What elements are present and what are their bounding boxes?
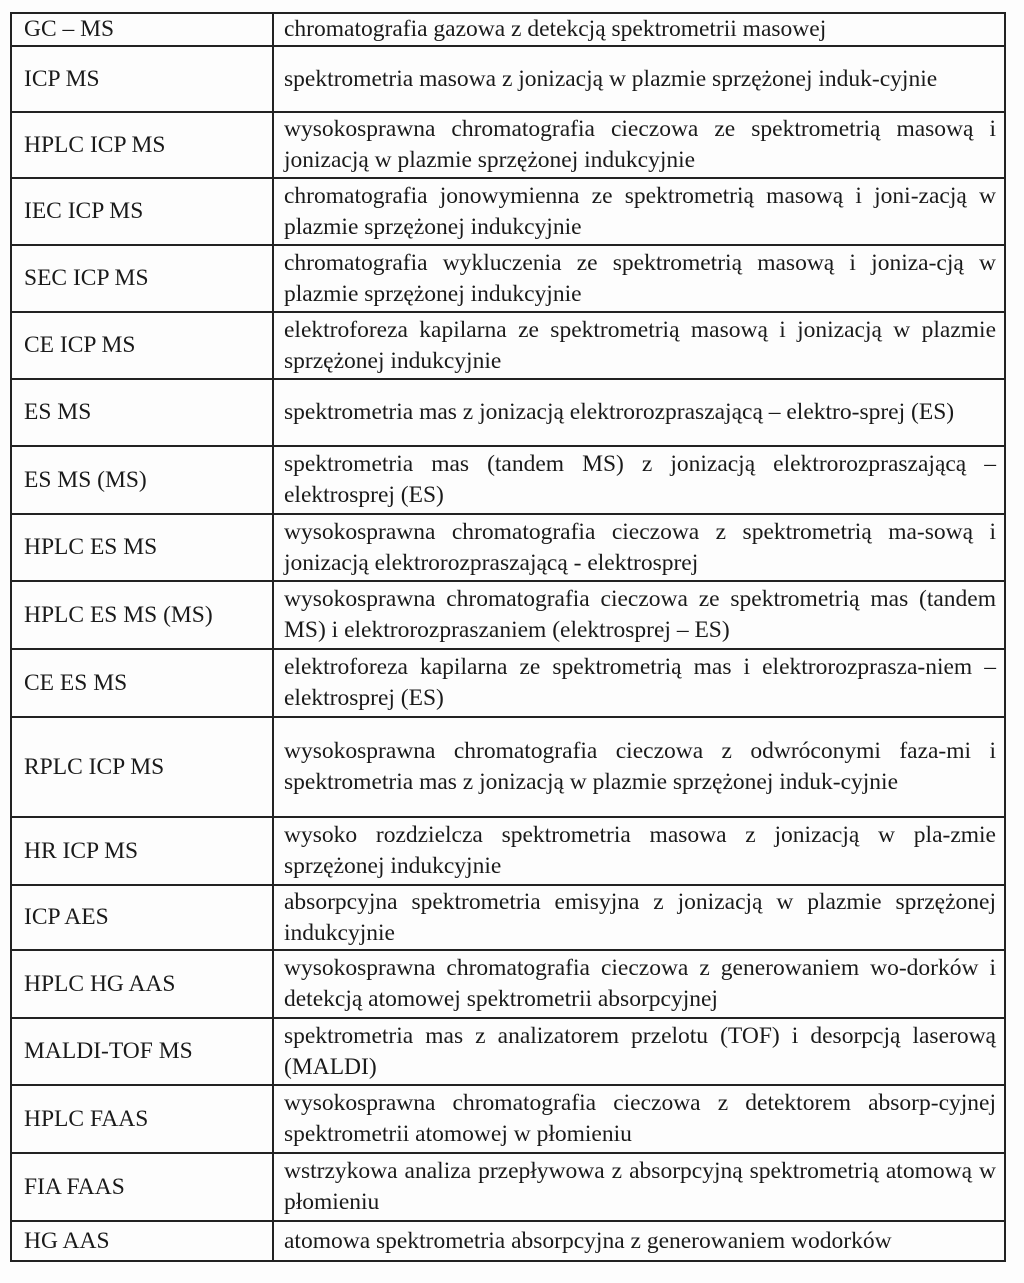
description-cell: wstrzykowa analiza przepływowa z absorpcyjną spektrometrią atomową w płomieniu: [273, 1153, 1005, 1221]
table-row: [11, 649, 1005, 717]
abbreviation-cell: GC – MS: [11, 13, 273, 46]
table-row: [11, 379, 1005, 446]
description-cell: atomowa spektrometria absorpcyjna z generowaniem wodorków: [273, 1221, 1005, 1261]
table-row: [11, 581, 1005, 649]
abbreviations-table: [10, 12, 1006, 1262]
abbreviation-cell: HG AAS: [11, 1221, 273, 1261]
abbreviation-cell: FIA FAAS: [11, 1153, 273, 1221]
abbreviation-cell: ES MS (MS): [11, 446, 273, 514]
abbreviation-cell: ICP MS: [11, 46, 273, 112]
description-cell: wysokosprawna chromatografia cieczowa z odwróconymi faza-mi i spektrometria mas z jonizacją w plazmie sprzężonej induk-cyjnie: [273, 717, 1005, 817]
description-cell: wysokosprawna chromatografia cieczowa z generowaniem wo-dorków i detekcją atomowej spektrometrii absorpcyjnej: [273, 950, 1005, 1018]
table-row: [11, 178, 1005, 245]
abbreviation-cell: IEC ICP MS: [11, 178, 273, 245]
description-cell: wysokosprawna chromatografia cieczowa z detektorem absorp-cyjnej spektrometrii atomowej w płomieniu: [273, 1085, 1005, 1153]
table-row: [11, 1153, 1005, 1221]
table-row: [11, 312, 1005, 379]
description-cell: wysokosprawna chromatografia cieczowa z spektrometrią ma-sową i jonizacją elektrorozpraszającą - elektrosprej: [273, 514, 1005, 581]
table-row: [11, 717, 1005, 817]
abbreviation-cell: CE ICP MS: [11, 312, 273, 379]
table-row: [11, 446, 1005, 514]
abbreviation-cell: HPLC ICP MS: [11, 112, 273, 178]
description-cell: wysokosprawna chromatografia cieczowa ze spektrometrią mas (tandem MS) i elektrorozpraszaniem (elektrosprej – ES): [273, 581, 1005, 649]
description-cell: elektroforeza kapilarna ze spektrometrią mas i elektrorozprasza-niem – elektrosprej (ES): [273, 649, 1005, 717]
description-cell: chromatografia wykluczenia ze spektrometrią masową i joniza-cją w plazmie sprzężonej indukcyjnie: [273, 245, 1005, 312]
table-row: [11, 817, 1005, 885]
table-row: [11, 514, 1005, 581]
description-cell: absorpcyjna spektrometria emisyjna z jonizacją w plazmie sprzężonej indukcyjnie: [273, 885, 1005, 950]
description-cell: chromatografia jonowymienna ze spektrometrią masową i joni-zacją w plazmie sprzężonej indukcyjnie: [273, 178, 1005, 245]
abbreviation-cell: RPLC ICP MS: [11, 717, 273, 817]
abbreviation-cell: CE ES MS: [11, 649, 273, 717]
description-cell: spektrometria masowa z jonizacją w plazmie sprzężonej induk-cyjnie: [273, 46, 1005, 112]
table-row: [11, 1018, 1005, 1085]
abbreviation-cell: HPLC HG AAS: [11, 950, 273, 1018]
abbreviation-cell: HPLC FAAS: [11, 1085, 273, 1153]
abbreviation-cell: SEC ICP MS: [11, 245, 273, 312]
abbreviation-cell: ICP AES: [11, 885, 273, 950]
abbreviation-cell: HPLC ES MS (MS): [11, 581, 273, 649]
abbreviation-cell: ES MS: [11, 379, 273, 446]
abbreviation-cell: HR ICP MS: [11, 817, 273, 885]
table-row: [11, 950, 1005, 1018]
table-row: [11, 46, 1005, 112]
table-row: [11, 1085, 1005, 1153]
table-row: [11, 112, 1005, 178]
abbreviation-cell: MALDI-TOF MS: [11, 1018, 273, 1085]
description-cell: spektrometria mas (tandem MS) z jonizacją elektrorozpraszającą – elektrosprej (ES): [273, 446, 1005, 514]
table-row: [11, 245, 1005, 312]
description-cell: chromatografia gazowa z detekcją spektrometrii masowej: [273, 13, 1005, 46]
abbreviation-cell: HPLC ES MS: [11, 514, 273, 581]
table-row: [11, 13, 1005, 46]
description-cell: elektroforeza kapilarna ze spektrometrią masową i jonizacją w plazmie sprzężonej indukcyjnie: [273, 312, 1005, 379]
description-cell: spektrometria mas z analizatorem przelotu (TOF) i desorpcją laserową (MALDI): [273, 1018, 1005, 1085]
description-cell: wysoko rozdzielcza spektrometria masowa z jonizacją w pla-zmie sprzężonej indukcyjnie: [273, 817, 1005, 885]
description-cell: wysokosprawna chromatografia cieczowa ze spektrometrią masową i jonizacją w plazmie sprzężonej indukcyjnie: [273, 112, 1005, 178]
table-row: [11, 885, 1005, 950]
description-cell: spektrometria mas z jonizacją elektrorozpraszającą – elektro-sprej (ES): [273, 379, 1005, 446]
abbreviations-table-body: [11, 13, 1005, 1261]
table-row: [11, 1221, 1005, 1261]
